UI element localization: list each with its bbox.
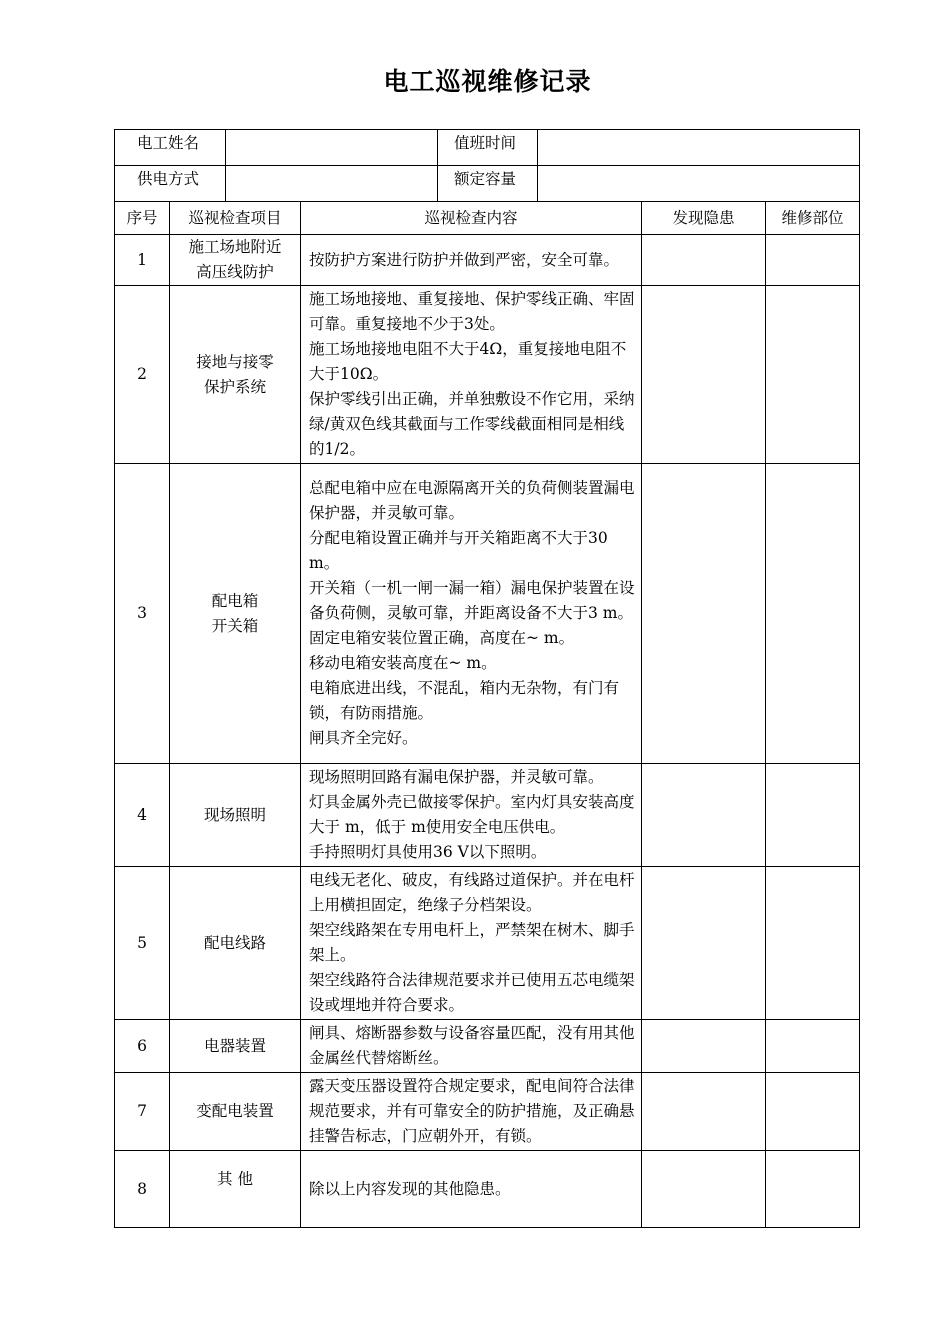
repair-cell[interactable] xyxy=(766,764,860,867)
hazards-cell[interactable] xyxy=(642,464,766,764)
table-row xyxy=(115,1073,860,1151)
electrician-name-label: 电工姓名 xyxy=(115,130,226,166)
content-line: 分配电箱设置正确并与开关箱距离不大于30m。 xyxy=(309,529,608,572)
content-line: 保护零线引出正确，并单独敷设不作它用，采纳绿/黄双色线其截面与工作零线截面相同是相线的1/2。 xyxy=(309,390,635,458)
repair-cell[interactable] xyxy=(766,235,860,286)
check-content xyxy=(301,1073,642,1151)
header-row-1 xyxy=(115,130,860,166)
repair-cell[interactable] xyxy=(766,1073,860,1151)
check-item xyxy=(170,867,301,1020)
check-item-line: 高压线防护 xyxy=(196,263,274,281)
check-item-line: 电器装置 xyxy=(204,1036,267,1055)
check-content xyxy=(301,286,642,464)
check-item xyxy=(170,464,301,764)
content-line: 灯具金属外壳已做接零保护。室内灯具安装高度大于 m，低于 m使用安全电压供电。 xyxy=(309,793,635,836)
document-title: 电工巡视维修记录 xyxy=(383,67,592,96)
hazards-cell[interactable] xyxy=(642,235,766,286)
hazards-cell[interactable] xyxy=(642,764,766,867)
col-header-item: 巡视检查项目 xyxy=(170,202,301,235)
check-content xyxy=(301,1020,642,1073)
content-line: 架空线路架在专用电杆上，严禁架在树木、脚手架上。 xyxy=(309,921,635,964)
repair-cell[interactable] xyxy=(766,867,860,1020)
col-header-repair: 维修部位 xyxy=(766,202,860,235)
check-item-line: 保护系统 xyxy=(204,377,267,396)
check-item-line: 开关箱 xyxy=(211,616,259,635)
check-content xyxy=(301,464,642,764)
row-number: 7 xyxy=(115,1073,170,1151)
check-item-line: 配电线路 xyxy=(204,933,267,952)
column-header-row xyxy=(115,202,860,235)
header-row-2 xyxy=(115,166,860,202)
check-item xyxy=(170,1151,301,1228)
check-content xyxy=(301,867,642,1020)
content-line: 施工场地接地电阻不大于4Ω，重复接地电阻不大于10Ω。 xyxy=(309,340,627,383)
duty-time-field[interactable] xyxy=(538,130,860,166)
content-line: 电线无老化、破皮，有线路过道保护。并在电杆上用横担固定，绝缘子分档架设。 xyxy=(309,871,635,914)
check-content xyxy=(301,764,642,867)
repair-cell[interactable] xyxy=(766,286,860,464)
repair-cell[interactable] xyxy=(766,1151,860,1228)
check-item-line: 接地与接零 xyxy=(196,352,274,371)
content-line: 移动电箱安装高度在~ m。 xyxy=(309,654,497,672)
content-line: 电箱底进出线，不混乱，箱内无杂物，有门有锁，有防雨措施。 xyxy=(309,679,620,722)
check-content xyxy=(301,235,642,286)
rated-capacity-label: 额定容量 xyxy=(438,166,538,202)
row-number: 2 xyxy=(115,286,170,464)
content-line: 架空线路符合法律规范要求并已使用五芯电缆架设或埋地并符合要求。 xyxy=(309,971,635,1014)
rated-capacity-field[interactable] xyxy=(538,166,860,202)
check-item xyxy=(170,1073,301,1151)
content-line: 现场照明回路有漏电保护器，并灵敏可靠。 xyxy=(309,768,604,786)
content-line: 固定电箱安装位置正确，高度在~ m。 xyxy=(309,629,575,647)
check-item-line: 现场照明 xyxy=(204,805,267,824)
check-item-line: 施工场地附近 xyxy=(188,238,282,256)
table-row xyxy=(115,286,860,464)
electrician-name-field[interactable] xyxy=(226,130,438,166)
power-supply-label: 供电方式 xyxy=(115,166,226,202)
row-number: 5 xyxy=(115,867,170,1020)
content-line: 施工场地接地、重复接地、保护零线正确、牢固可靠。重复接地不少于3处。 xyxy=(309,290,635,333)
repair-cell[interactable] xyxy=(766,464,860,764)
row-number: 6 xyxy=(115,1020,170,1073)
table-row xyxy=(115,235,860,286)
table-row xyxy=(115,464,860,764)
hazards-cell[interactable] xyxy=(642,867,766,1020)
check-item xyxy=(170,1020,301,1073)
power-supply-field[interactable] xyxy=(226,166,438,202)
table-row xyxy=(115,1020,860,1073)
hazards-cell[interactable] xyxy=(642,1151,766,1228)
content-line: 开关箱（一机一闸一漏一箱）漏电保护装置在设备负荷侧，灵敏可靠，并距离设备不大于3 m。 xyxy=(309,579,635,622)
content-line: 总配电箱中应在电源隔离开关的负荷侧装置漏电保护器，并灵敏可靠。 xyxy=(309,479,635,522)
check-content xyxy=(301,1151,642,1228)
content-line: 露天变压器设置符合规定要求，配电间符合法律规范要求，并有可靠安全的防护措施，及正确悬挂警告标志，门应朝外开，有锁。 xyxy=(309,1077,635,1145)
col-header-hazards: 发现隐患 xyxy=(642,202,766,235)
check-item-line: 其 他 xyxy=(217,1170,253,1188)
check-item-line: 配电箱 xyxy=(211,591,259,610)
check-item-line: 变配电装置 xyxy=(196,1102,274,1120)
content-line: 闸具齐全完好。 xyxy=(309,729,418,747)
content-line: 除以上内容发现的其他隐患。 xyxy=(309,1179,511,1198)
table-row xyxy=(115,1151,860,1228)
row-number: 1 xyxy=(115,235,170,286)
row-number: 3 xyxy=(115,464,170,764)
repair-cell[interactable] xyxy=(766,1020,860,1073)
check-item xyxy=(170,286,301,464)
content-line: 闸具、熔断器参数与设备容量匹配，没有用其他金属丝代替熔断丝。 xyxy=(309,1024,635,1067)
row-number: 8 xyxy=(115,1151,170,1228)
row-number: 4 xyxy=(115,764,170,867)
duty-time-label: 值班时间 xyxy=(438,130,538,166)
content-line: 按防护方案进行防护并做到严密，安全可靠。 xyxy=(309,250,620,269)
hazards-cell[interactable] xyxy=(642,1073,766,1151)
check-item xyxy=(170,235,301,286)
hazards-cell[interactable] xyxy=(642,286,766,464)
col-header-no: 序号 xyxy=(115,202,170,235)
inspection-record-table xyxy=(114,129,860,1228)
content-line: 手持照明灯具使用36 V以下照明。 xyxy=(309,843,547,861)
table-row xyxy=(115,867,860,1020)
check-item xyxy=(170,764,301,867)
hazards-cell[interactable] xyxy=(642,1020,766,1073)
table-row xyxy=(115,764,860,867)
col-header-content: 巡视检查内容 xyxy=(301,202,642,235)
